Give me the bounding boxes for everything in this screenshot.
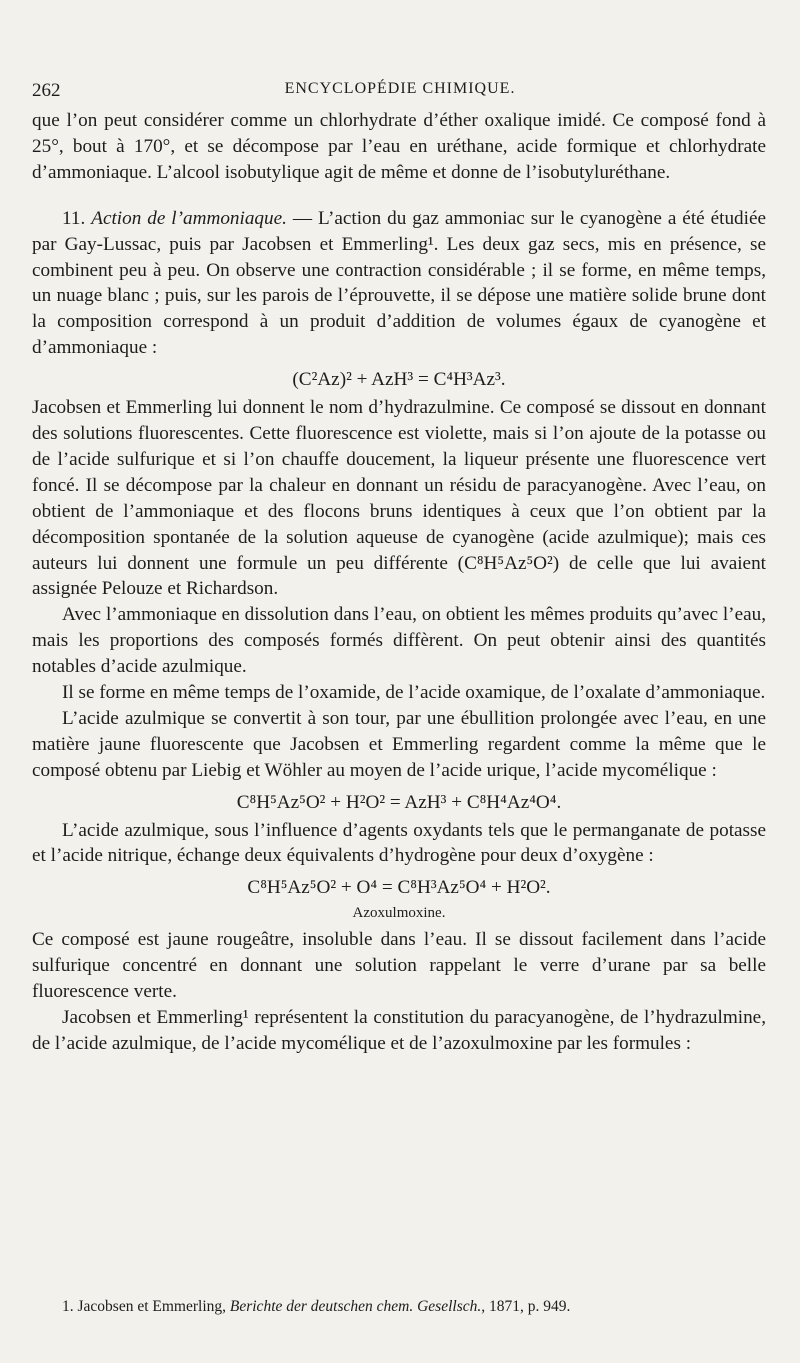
footnote-authors: Jacobsen et Emmerling, [73,1298,230,1315]
formula: C⁸H⁵Az⁵O² + H²O² = AzH³ + C⁸H⁴Az⁴O⁴. [236,791,562,813]
paragraph: Il se forme en même temps de l’oxamide, de l’acide oxamique, de l’oxalate d’ammoniaque. [62,682,766,704]
footnote [62,1298,768,1316]
section-number: 11. [62,207,86,229]
section-text: — L’action du gaz ammoniac sur le cyanogène a été étudiée par Gay-Lussac, puis par Jacobsen et Emmerling¹. Les deux gaz secs, mis en présence, se combinent peu à peu. On observe une contraction considérable ; il se forme, en même temps, un nuage blanc ; puis, sur les parois de l’éprouvette, il se dépose une matière solide brune dont la composition correspond à un produit d’addition de volumes égaux de cyanogène et d’ammoniaque : [32,207,766,359]
section-title: Action de l’ammoniaque. [91,207,287,229]
footnote-source: Berichte der deutschen chem. Gesellsch. [229,1298,482,1315]
footnote-rest: , 1871, p. 949. [481,1298,571,1315]
formula-label: Azoxulmoxine. [352,905,446,922]
body-text [32,108,766,1057]
formula: (C²Az)² + AzH³ = C⁴H³Az³. [292,369,506,391]
formula: C⁸H⁵Az⁵O² + O⁴ = C⁸H³Az⁵O⁴ + H²O². [247,877,551,899]
section-paragraph [32,206,766,361]
paragraph: que l’on peut considérer comme un chlorhydrate d’éther oxalique imidé. Ce composé fond à 25°, bout à 170°, et se décompose par l’eau en uréthane, acide formique et chlorhydrate d’ammoniaque. L’alcool isobutylique agit de même et donne de l’isobutyluréthane. [32,110,766,183]
page-header [32,80,768,106]
paragraph: Ce composé est jaune rougeâtre, insoluble dans l’eau. Il se dissout facilement dans l’acide sulfurique concentré en donnant une solution rappelant le verre d’urane par sa belle fluorescence verte. [32,929,766,1003]
running-title: ENCYCLOPÉDIE CHIMIQUE. [284,80,516,97]
paragraph: Jacobsen et Emmerling¹ représentent la constitution du paracyanogène, de l’hydrazulmine, de l’acide azulmique, de l’acide mycomélique et de l’azoxulmoxine par les formules : [32,1007,766,1054]
paragraph: Avec l’ammoniaque en dissolution dans l’eau, on obtient les mêmes produits qu’avec l’eau, mais les proportions des composés formés diffèrent. On peut obtenir ainsi des quantités notables d’acide azulmique. [32,604,766,678]
page-number: 262 [32,80,61,101]
paragraph: Jacobsen et Emmerling lui donnent le nom d’hydrazulmine. Ce composé se dissout en donnant des solutions fluorescentes. Cette fluorescence est violette, mais si l’on ajoute de la potasse ou de l’acide sulfurique et si l’on chauffe doucement, la liqueur présente une fluorescence vert foncé. Il se décompose par la chaleur en donnant un résidu de paracyanogène. Avec l’eau, on obtient de l’ammoniaque et des flocons bruns identiques à ceux que l’on obtient par la décomposition spontanée de la solution aqueuse de cyanogène (acide azulmique); mais ces auteurs lui donnent une formule un peu différente (C⁸H⁵Az⁵O²) de celle que lui avaient assignée Pelouze et Richardson. [32,397,766,600]
paragraph: L’acide azulmique se convertit à son tour, par une ébullition prolongée avec l’eau, en une matière jaune fluorescente que Jacobsen et Emmerling regardent comme la même que le composé obtenu par Liebig et Wöhler au moyen de l’acide urique, l’acide mycomélique : [32,707,766,781]
footnote-marker: 1. [62,1298,74,1315]
paragraph: L’acide azulmique, sous l’influence d’agents oxydants tels que le permanganate de potasse et l’acide nitrique, échange deux équivalents d’hydrogène pour deux d’oxygène : [32,819,766,867]
